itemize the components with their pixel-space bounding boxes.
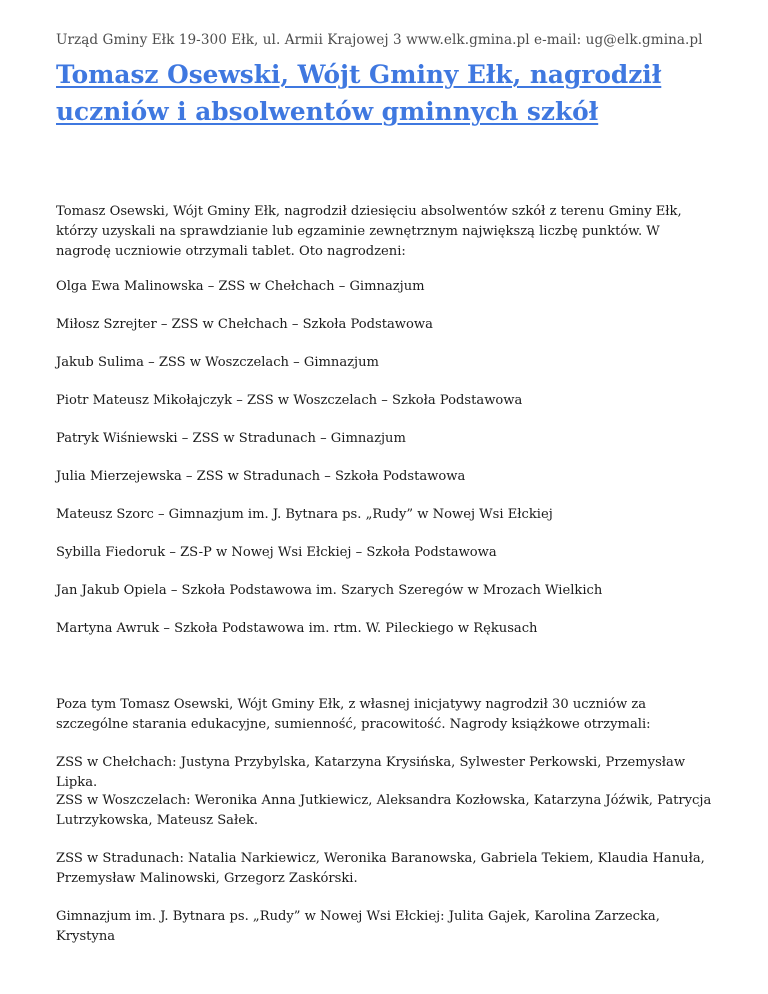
winner-item: Patryk Wiśniewski – ZSS w Stradunach – Gimnazjum: [56, 431, 406, 446]
winner-item: Olga Ewa Malinowska – ZSS w Chełchach – Gimnazjum: [56, 279, 425, 294]
office-header: Urząd Gminy Ełk 19-300 Ełk, ul. Armii Krajowej 3 www.elk.gmina.pl e-mail: ug@elk.gmina.pl: [56, 32, 703, 48]
book-award-item: ZSS w Chełchach: Justyna Przybylska, Katarzyna Krysińska, Sylwester Perkowski, Przemysław Lipka.: [56, 755, 686, 790]
winner-item: Miłosz Szrejter – ZSS w Chełchach – Szkoła Podstawowa: [56, 317, 433, 332]
winner-item: Julia Mierzejewska – ZSS w Stradunach – Szkoła Podstawowa: [56, 469, 466, 484]
winner-item: Mateusz Szorc – Gimnazjum im. J. Bytnara ps. „Rudy” w Nowej Wsi Ełckiej: [56, 507, 553, 522]
winner-item: Sybilla Fiedoruk – ZS-P w Nowej Wsi Ełckiej – Szkoła Podstawowa: [56, 545, 497, 560]
book-award-item: ZSS w Stradunach: Natalia Narkiewicz, Weronika Baranowska, Gabriela Tekiem, Klaudia Hanuła, Przemysław Malinowski, Grzegorz Zaskórski.: [56, 851, 705, 886]
book-award-item: ZSS w Woszczelach: Weronika Anna Jutkiewicz, Aleksandra Kozłowska, Katarzyna Jóźwik, Patrycja Lutrzykowska, Mateusz Sałek.: [56, 793, 712, 828]
article-title-link[interactable]: Tomasz Osewski, Wójt Gminy Ełk, nagrodził uczniów i absolwentów gminnych szkół: [56, 60, 662, 126]
book-award-item: Gimnazjum im. J. Bytnara ps. „Rudy” w Nowej Wsi Ełckiej: Julita Gajek, Karolina Zarzecka, Krystyna: [56, 909, 660, 944]
intro-paragraph: Tomasz Osewski, Wójt Gminy Ełk, nagrodził dziesięciu absolwentów szkół z terenu Gminy Ełk, którzy uzyskali na sprawdzianie lub egzaminie zewnętrznym największą liczbę punktów. W nagrodę uczniowie otrzymali tablet. Oto nagrodzeni:: [56, 204, 682, 259]
second-intro-paragraph: Poza tym Tomasz Osewski, Wójt Gminy Ełk, z własnej inicjatywy nagrodził 30 uczniów za szczególne starania edukacyjne, sumienność, pracowitość. Nagrody książkowe otrzymali:: [56, 697, 651, 732]
winner-item: Jakub Sulima – ZSS w Woszczelach – Gimnazjum: [56, 355, 379, 370]
winner-item: Piotr Mateusz Mikołajczyk – ZSS w Woszczelach – Szkoła Podstawowa: [56, 393, 523, 408]
winner-item: Jan Jakub Opiela – Szkoła Podstawowa im. Szarych Szeregów w Mrozach Wielkich: [56, 583, 603, 598]
winner-item: Martyna Awruk – Szkoła Podstawowa im. rtm. W. Pileckiego w Rękusach: [56, 621, 538, 636]
